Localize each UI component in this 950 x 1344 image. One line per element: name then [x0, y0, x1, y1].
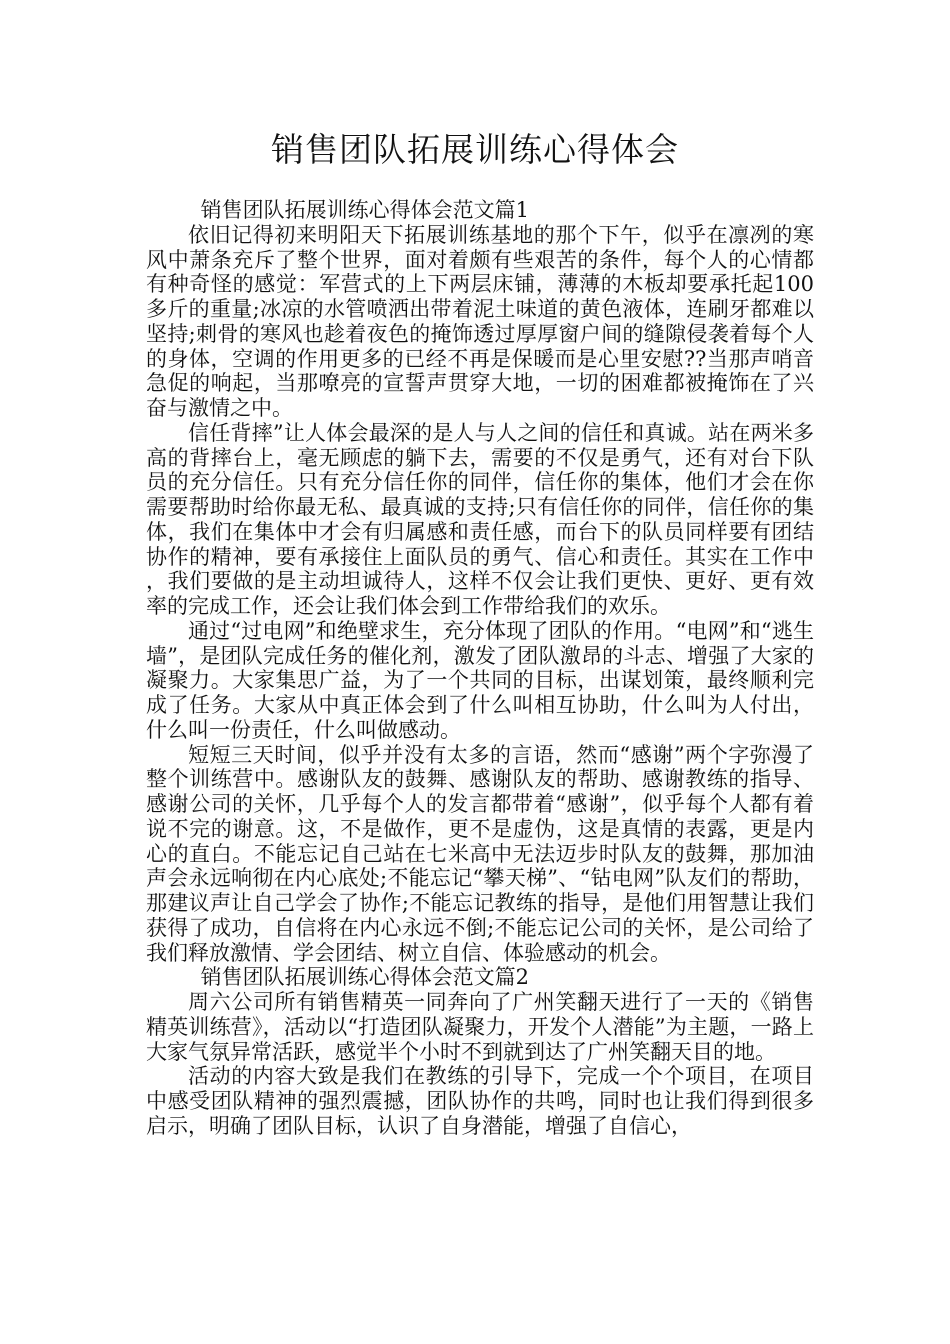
- paragraph: 周六公司所有销售精英一同奔向了广州笑翻天进行了一天的《销售精英训练营》，活动以“打造团队凝聚力，开发个人潜能”为主题，一路上大家气氛异常活跃，感觉半个小时不到就到达了广州笑翻天目的地。: [146, 990, 814, 1064]
- section-heading: 销售团队拓展训练心得体会范文篇1: [200, 198, 529, 222]
- paragraph: 短短三天时间，似乎并没有太多的言语，然而“感谢”两个字弥漫了整个训练营中。感谢队友的鼓舞、感谢队友的帮助、感谢教练的指导、感谢公司的关怀，几乎每个人的发言都带着“感谢”，似乎每个人都有着说不完的谢意。这，不是做作，更不是虚伪，这是真情的表露，更是内心的直白。不能忘记自己站在七米高中无法迈步时队友的鼓舞，那加油声会永远响彻在内心底处;不能忘记“攀天梯”、“钻电网”队友们的帮助，那建议声让自己学会了协作;不能忘记教练的指导，是他们用智慧让我们获得了成功，自信将在内心永远不倒;不能忘记公司的关怀，是公司给了我们释放激情、学会团结、树立自信、体验感动的机会。: [146, 742, 814, 965]
- paragraph: 依旧记得初来明阳天下拓展训练基地的那个下午，似乎在凛冽的寒风中萧条充斥了整个世界，面对着颇有些艰苦的条件，每个人的心情都有种奇怪的感觉：军营式的上下两层床铺，薄薄的木板却要承托起100多斤的重量;冰凉的水管喷洒出带着泥土味道的黄色液体，连刷牙都难以坚持;刺骨的寒风也趁着夜色的掩饰透过厚厚窗户间的缝隙侵袭着每个人的身体，空调的作用更多的已经不再是保暖而是心里安慰??当那声哨音急促的响起，当那嘹亮的宣誓声贯穿大地，一切的困难都被掩饰在了兴奋与激情之中。: [146, 222, 814, 420]
- document-body: [146, 198, 814, 1139]
- document-title: 销售团队拓展训练心得体会: [271, 130, 679, 169]
- section-heading: 销售团队拓展训练心得体会范文篇2: [200, 965, 529, 990]
- paragraph: 信任背摔”让人体会最深的是人与人之间的信任和真诚。站在两米多高的背摔台上，毫无顾虑的躺下去，需要的不仅是勇气，还有对台下队员的充分信任。只有充分信任你的同伴，信任你的集体，他们才会在你需要帮助时给你最无私、最真诚的支持;只有信任你的同伴，信任你的集体，我们在集体中才会有归属感和责任感，而台下的队员同样要有团结协作的精神，要有承接住上面队员的勇气、信心和责任。其实在工作中，我们要做的是主动坦诚待人，这样不仅会让我们更快、更好、更有效率的完成工作，还会让我们体会到工作带给我们的欢乐。: [146, 420, 814, 618]
- paragraph: 活动的内容大致是我们在教练的引导下，完成一个个项目，在项目中感受团队精神的强烈震撼，团队协作的共鸣，同时也让我们得到很多启示，明确了团队目标，认识了自身潜能，增强了自信心，: [146, 1064, 814, 1138]
- paragraph: 通过“过电网”和绝壁求生，充分体现了团队的作用。“电网”和“逃生墙”，是团队完成任务的催化剂，激发了团队激昂的斗志、增强了大家的凝聚力。大家集思广益，为了一个共同的目标，出谋划策，最终顺利完成了任务。大家从中真正体会到了什么叫相互协助，什么叫为人付出，什么叫一份责任，什么叫做感动。: [146, 618, 814, 742]
